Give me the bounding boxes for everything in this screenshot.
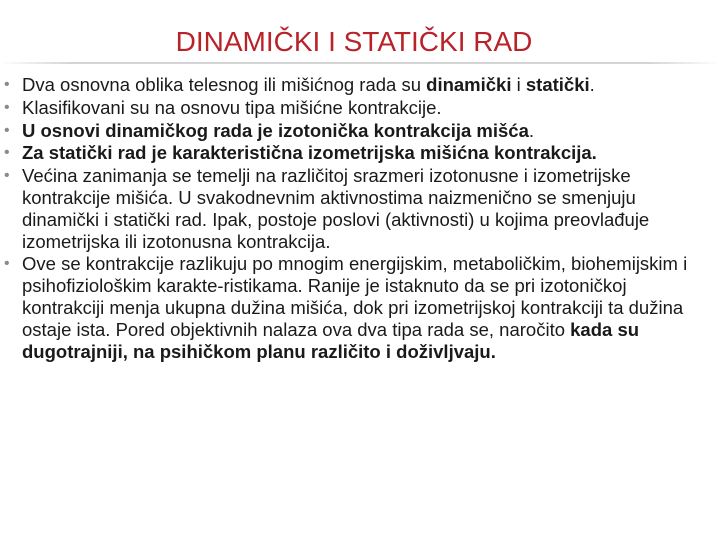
bullet-dot-icon: • [4, 76, 10, 93]
bullet-text: Dva osnovna oblika telesnog ili mišićnog rada su [22, 74, 427, 95]
bullet-item [4, 97, 704, 119]
bullet-text: . [589, 74, 595, 95]
bullet-text: Ove se kontrakcije razlikuju po mnogim energijskim, metaboličkim, biohemijskim i psihofiziološkim karakte-ristikama. Ranije je istaknuto da se pri izotoničkoj kontrakciji menja ukupna dužina mišića, dok pri izometrijskoj kontrakciji ta dužina ostaje ista. Pored objektivnih nalaza ova dva tipa rada se, naročito [22, 253, 688, 340]
bullet-text-bold: statički [525, 74, 590, 95]
bullet-text-bold: Za statički rad je karakteristična izometrijska mišićna kontrakcija. [22, 142, 597, 164]
bullet-item [4, 253, 704, 362]
bullet-text: Klasifikovani su na osnovu tipa mišićne kontrakcije. [22, 96, 442, 118]
bullet-item [4, 74, 704, 96]
bullet-text: i [511, 74, 526, 95]
bullet-list [4, 74, 704, 363]
bullet-dot-icon: • [4, 167, 10, 185]
bullet-item [4, 120, 704, 142]
bullet-text: . [528, 119, 535, 141]
slide-title: DINAMIČKI I STATIČKI RAD [175, 26, 533, 57]
bullet-item [4, 142, 704, 164]
bullet-dot-icon: • [4, 144, 10, 162]
bullet-text-bold: kada su dugotrajniji, na psihičkom planu različito i doživljvaju. [22, 318, 640, 362]
bullet-text: Većina zanimanja se temelji na različitoj srazmeri izotonusne i izometrijske kontrakcije mišića. U svakodnevnim aktivnostima naizmenično se smenjuju dinamički i statički rad. Ipak, postoje poslovi (aktivnosti) u kojima preovlađuje izometrijska ili izotonusna kontrakcija. [22, 165, 650, 252]
title-divider [0, 62, 720, 64]
bullet-dot-icon: • [4, 121, 10, 139]
bullet-text-bold: U osnovi dinamičkog rada je izotonička kontrakcija mišća [22, 119, 529, 141]
bullet-text-bold: dinamički [426, 74, 512, 95]
bullet-dot-icon: • [4, 98, 10, 116]
bullet-item [4, 165, 704, 252]
bullet-dot-icon: • [4, 255, 10, 273]
